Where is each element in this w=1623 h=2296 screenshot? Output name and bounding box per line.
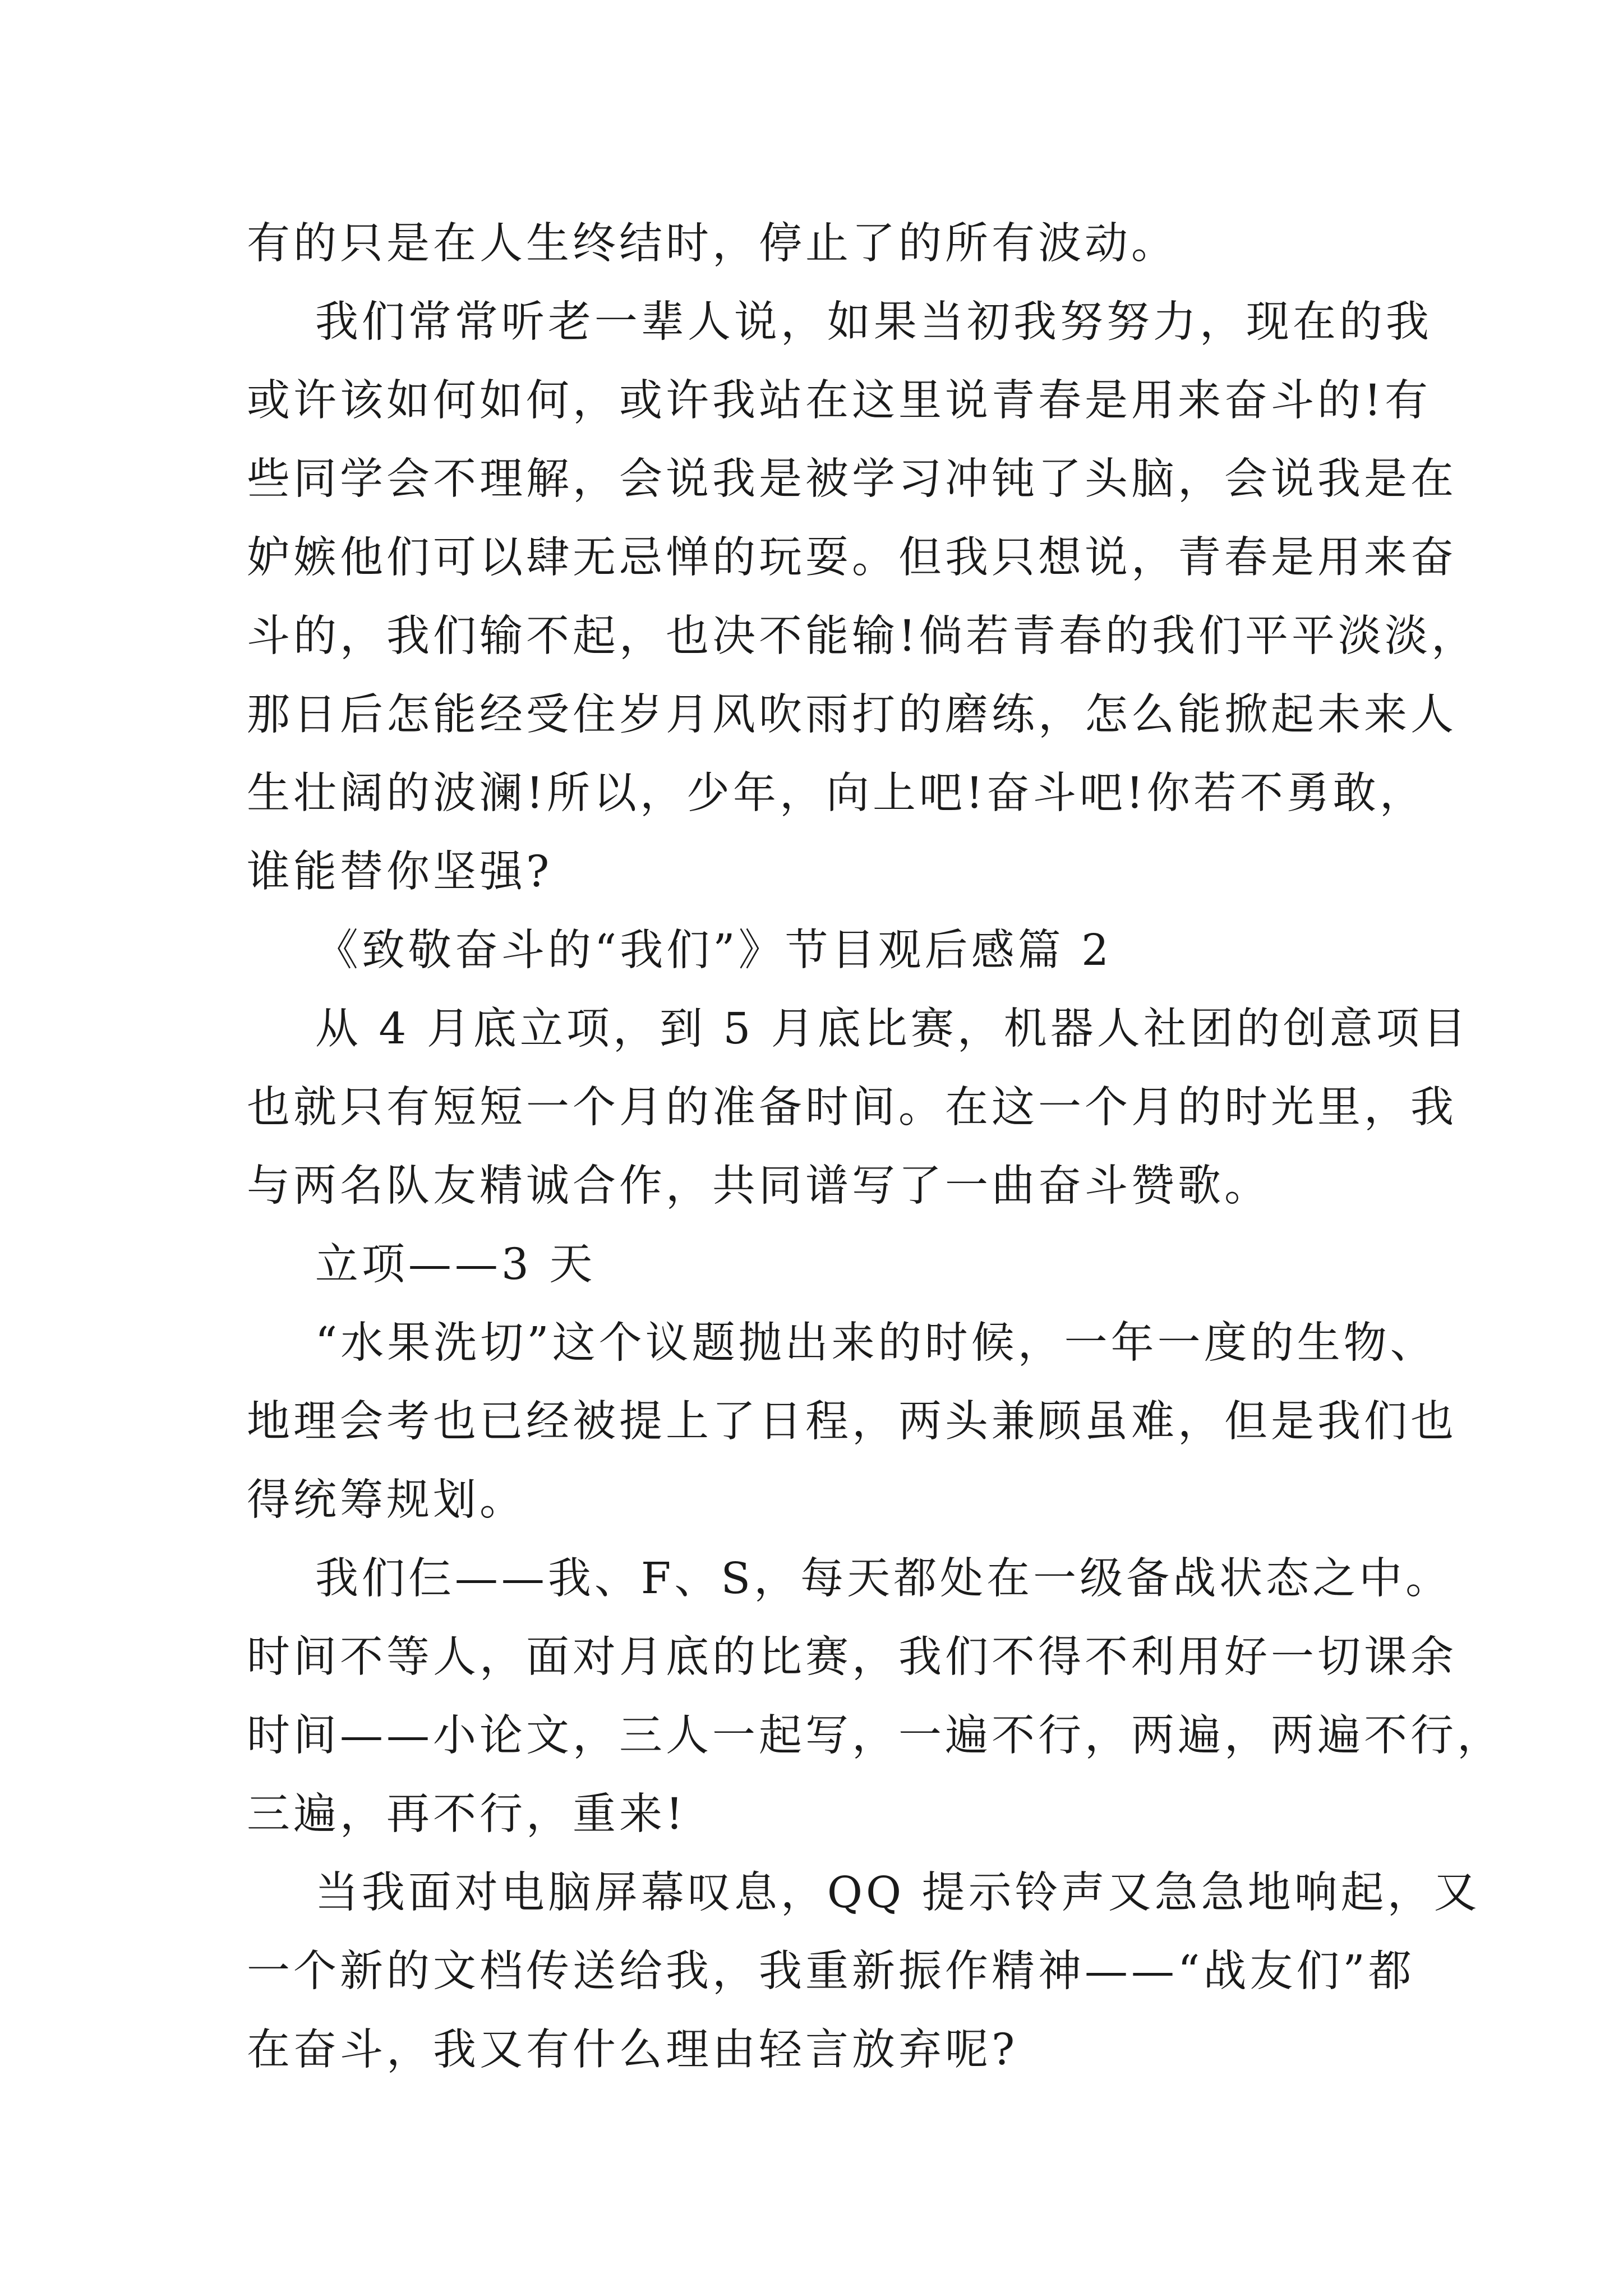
text-line: 时间——小论文，三人一起写，一遍不行，两遍，两遍不行，	[247, 1711, 1504, 1761]
text-line: 我们仨——我、F、S，每天都处在一级备战状态之中。	[247, 1554, 1453, 1604]
text-line: 妒嫉他们可以肆无忌惮的玩耍。但我只想说，青春是用来奋	[247, 533, 1457, 583]
text-line: 三遍，再不行，重来!	[247, 1789, 686, 1839]
subheading: 立项——3 天	[247, 1240, 596, 1290]
text-line: 生壮阔的波澜!所以，少年，向上吧!奋斗吧!你若不勇敢，	[247, 769, 1426, 818]
text-line: 从 4 月底立项，到 5 月底比赛，机器人社团的创意项目	[247, 1004, 1469, 1054]
text-line: 得统筹规划。	[247, 1475, 526, 1525]
text-line: 那日后怎能经受住岁月风吹雨打的磨练，怎么能掀起未来人	[247, 690, 1457, 740]
text-line: 与两名队友精诚合作，共同谱写了一曲奋斗赞歌。	[247, 1161, 1271, 1211]
text-line: 些同学会不理解，会说我是被学习冲钝了头脑，会说我是在	[247, 454, 1457, 504]
text-line: 地理会考也已经被提上了日程，两头兼顾虽难，但是我们也	[247, 1397, 1457, 1447]
text-line: 谁能替你坚强?	[247, 847, 553, 897]
text-line: 也就只有短短一个月的准备时间。在这一个月的时光里，我	[247, 1083, 1457, 1133]
section-heading: 《致敬奋斗的“我们”》节目观后感篇 2	[247, 926, 1113, 976]
text-line: 有的只是在人生终结时，停止了的所有波动。	[247, 219, 1178, 269]
text-line: 一个新的文档传送给我，我重新振作精神——“战友们”都	[247, 1947, 1415, 1996]
text-line: 或许该如何如何，或许我站在这里说青春是用来奋斗的!有	[247, 376, 1431, 426]
text-line: “水果洗切”这个议题抛出来的时候，一年一度的生物、	[247, 1318, 1437, 1368]
document-body	[247, 205, 1504, 2090]
text-line: 当我面对电脑屏幕叹息，QQ 提示铃声又急急地响起，又	[247, 1868, 1481, 1918]
text-line: 时间不等人，面对月底的比赛，我们不得不利用好一切课余	[247, 1632, 1457, 1682]
text-line: 我们常常听老一辈人说，如果当初我努努力，现在的我	[247, 297, 1432, 347]
text-line: 在奋斗，我又有什么理由轻言放弃呢?	[247, 2025, 1018, 2075]
text-line: 斗的，我们输不起，也决不能输!倘若青春的我们平平淡淡，	[247, 611, 1478, 661]
